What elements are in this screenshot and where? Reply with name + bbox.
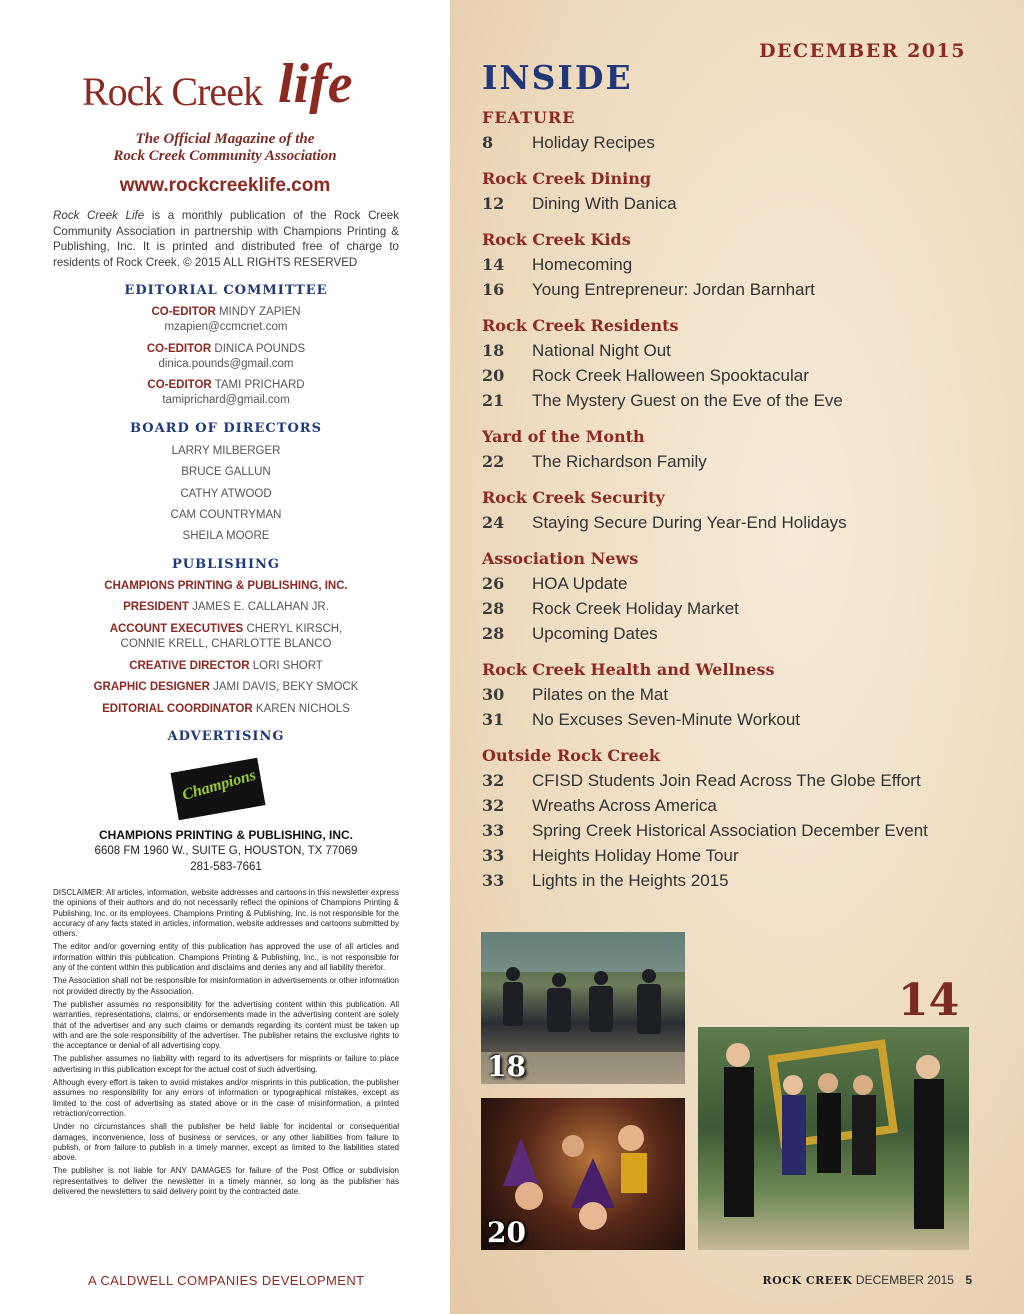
toc-entry[interactable] <box>482 621 1002 646</box>
logo-script-text: life <box>278 53 353 115</box>
toc-entry-title: Rock Creek Halloween Spooktacular <box>532 366 809 385</box>
toc-entry-page: 20 <box>482 366 505 385</box>
footer-brand: ROCK CREEK <box>762 1274 853 1287</box>
publishing-heading: PUBLISHING <box>171 557 281 572</box>
toc-entry-page: 32 <box>482 796 505 815</box>
toc-gap <box>482 216 1002 228</box>
toc-entry-page: 28 <box>482 599 505 618</box>
disclaimer-paragraph: The publisher is not liable for ANY DAMAGES for failure of the Post Office or subdivision representatives to deliver the newsletter in a timely manner, so long as the publisher has delivered the newsletters to said delivery point by the contracted date. <box>53 1166 399 1197</box>
board-member: BRUCE GALLUN <box>181 466 271 478</box>
disclaimer-paragraph: The publisher assumes no liability with regard to its advertisers for misprints or failure to place advertising in this publication except for the actual cost of such advertising. <box>53 1054 399 1074</box>
toc-category: Rock Creek Dining <box>482 169 652 188</box>
toc-entry-title: Homecoming <box>532 255 633 274</box>
editorial-coordinator-role: EDITORIAL COORDINATOR <box>102 703 253 715</box>
toc-entry-title: HOA Update <box>532 574 628 593</box>
editor-3-name: TAMI PRICHARD <box>214 379 305 391</box>
toc-entry[interactable] <box>482 793 1002 818</box>
disclaimer-paragraph: DISCLAIMER: All articles, information, website addresses and cartoons in this newsletter express the opinions of their authors and do not necessarily reflect the opinions of Champions Printing & Publishing, Inc. or its employees. Champions Printing & Publishing, Inc. is not responsible for the accuracy of any facts stated in articles, information, website addresses and cartoons submitted by others. <box>53 888 399 939</box>
toc-category: Rock Creek Security <box>482 488 665 507</box>
toc-entry-page: 32 <box>482 771 505 790</box>
board-member: CATHY ATWOOD <box>180 488 272 500</box>
toc-entry-page: 14 <box>482 255 505 274</box>
toc-category: FEATURE <box>482 108 576 127</box>
rock-creek-life-logo <box>82 53 372 128</box>
tagline-line-1: The Official Magazine of the <box>135 131 315 147</box>
toc-entry-title: The Richardson Family <box>532 452 707 471</box>
toc-entry[interactable] <box>482 388 1002 413</box>
disclaimer <box>53 888 399 1200</box>
toc-entry-page: 22 <box>482 452 505 471</box>
intro-text: is a monthly publication of the Rock Creek Community Association in partnership with Champions Printing & Publishing, Inc. It is printed and distributed free of charge to residents of Rock Creek. © 2015 ALL RIGHTS RESERVED <box>53 209 399 269</box>
intro-magazine-name: Rock Creek Life <box>53 209 145 222</box>
disclaimer-paragraph: Under no circumstances shall the publisher be held liable for incidental or consequential damages, inconvenience, loss of business or services, or any other liabilities from failure to publish, or from failure to publish in a timely manner, except as limited to the liabilities stated above. <box>53 1122 399 1163</box>
toc-entry-page: 33 <box>482 821 505 840</box>
toc-entry-page: 33 <box>482 871 505 890</box>
toc-entry[interactable] <box>482 191 1002 216</box>
toc-gap <box>482 646 1002 658</box>
halloween-photo <box>481 1098 685 1250</box>
disclaimer-paragraph: The Association shall not be responsible for misinformation in advertisements or other information not provided directly by the Association. <box>53 976 399 996</box>
board-member: SHEILA MOORE <box>182 530 270 542</box>
toc-entry[interactable] <box>482 277 1002 302</box>
president-name: JAMES E. CALLAHAN JR. <box>192 601 329 613</box>
editor-3 <box>53 378 399 393</box>
advertiser-company: CHAMPIONS PRINTING & PUBLISHING, INC. <box>98 828 353 842</box>
homecoming-group-illustration <box>698 1027 969 1250</box>
toc-entry[interactable] <box>482 449 1002 474</box>
national-night-out-photo <box>481 932 685 1084</box>
toc-entry[interactable] <box>482 818 1002 843</box>
toc-entry-title: Dining With Danica <box>532 194 677 213</box>
editor-1-name: MINDY ZAPIEN <box>218 306 301 318</box>
toc-entry-title: No Excuses Seven-Minute Workout <box>532 710 801 729</box>
toc-entry-title: Rock Creek Holiday Market <box>532 599 739 618</box>
toc-gap <box>482 413 1002 425</box>
editor-1-email[interactable]: mzapien@ccmcnet.com <box>164 321 288 333</box>
toc-entry[interactable] <box>482 682 1002 707</box>
photo-page-number: 18 <box>487 1050 526 1083</box>
editorial-coordinator-name: KAREN NICHOLS <box>255 703 350 715</box>
toc-entry-page: 21 <box>482 391 505 410</box>
toc-entry-title: Lights in the Heights 2015 <box>532 871 729 890</box>
editor-2-email[interactable]: dinica.pounds@gmail.com <box>158 358 294 370</box>
advertiser-address: 6608 FM 1960 W., SUITE G, HOUSTON, TX 77069 <box>94 845 358 857</box>
editor-2 <box>53 342 399 357</box>
toc-entry-page: 33 <box>482 846 505 865</box>
toc-entry-page: 28 <box>482 624 505 643</box>
homecoming-photo <box>698 1027 969 1250</box>
creative-director-name: LORI SHORT <box>252 660 323 672</box>
toc-entry-title: Spring Creek Historical Association December Event <box>532 821 928 840</box>
toc-entry[interactable] <box>482 338 1002 363</box>
disclaimer-paragraph: The publisher assumes no responsibility for the advertising content within this publication. All warranties, representations, claims, or endorsements made in the advertising content are solely that of the advertiser and any such claims or demands regarding its content must be taken up with and are the sole responsibility of the advertiser. The publisher retains the exclusive rights to the acceptance or denial of all advertising copy. <box>53 999 399 1051</box>
champions-logo-text: Champions <box>180 766 258 804</box>
editorial-coordinator-line <box>53 702 399 717</box>
president-role: PRESIDENT <box>123 601 189 613</box>
toc-entry-page: 24 <box>482 513 505 532</box>
editor-3-email[interactable]: tamiprichard@gmail.com <box>162 394 290 406</box>
toc-category: Rock Creek Residents <box>482 316 679 335</box>
toc-entry[interactable] <box>482 707 1002 732</box>
toc-entry-title: Staying Secure During Year-End Holidays <box>532 513 847 532</box>
toc-category: Rock Creek Kids <box>482 230 631 249</box>
toc-entry-title: Heights Holiday Home Tour <box>532 846 739 865</box>
toc-entry[interactable] <box>482 363 1002 388</box>
advertiser-phone: 281-583-7661 <box>190 861 262 873</box>
creative-director-role: CREATIVE DIRECTOR <box>129 660 250 672</box>
toc-category: Yard of the Month <box>482 427 645 446</box>
editorial-heading: EDITORIAL COMMITTEE <box>124 283 328 298</box>
table-of-contents <box>482 106 1002 893</box>
toc-entry-page: 16 <box>482 280 505 299</box>
toc-gap <box>482 155 1002 167</box>
logo-main-text: Rock Creek <box>82 69 262 114</box>
publisher-company: CHAMPIONS PRINTING & PUBLISHING, INC. <box>104 580 348 592</box>
toc-gap <box>482 732 1002 744</box>
toc-gap <box>482 535 1002 547</box>
caldwell-footer: A CALDWELL COMPANIES DEVELOPMENT <box>88 1273 365 1288</box>
editor-3-role: CO-EDITOR <box>147 379 212 391</box>
champions-logo <box>171 758 266 821</box>
disclaimer-paragraph: The editor and/or governing entity of this publication has approved the use of all articles and information within this publication. Champions Printing & Publishing, Inc., is not responsible for any of the content within this publication and disclaims and denies any and all liability therefor. <box>53 942 399 973</box>
page-number: 5 <box>965 1273 972 1287</box>
toc-entry[interactable] <box>482 571 1002 596</box>
editor-2-name: DINICA POUNDS <box>214 343 306 355</box>
contents-column <box>450 0 1024 1314</box>
toc-category: Outside Rock Creek <box>482 746 660 765</box>
account-executives-role: ACCOUNT EXECUTIVES <box>109 623 244 635</box>
tagline-line-2: Rock Creek Community Association <box>113 148 337 164</box>
toc-entry[interactable] <box>482 768 1002 793</box>
editor-2-role: CO-EDITOR <box>146 343 212 355</box>
toc-entry-title: Pilates on the Mat <box>532 685 669 704</box>
president-line <box>53 600 399 615</box>
website-link[interactable]: www.rockcreeklife.com <box>119 175 331 196</box>
homecoming-page-number: 14 <box>898 975 960 1026</box>
toc-entry[interactable] <box>482 868 1002 893</box>
issue-date: DECEMBER 2015 <box>759 40 966 62</box>
toc-entry-page: 12 <box>482 194 505 213</box>
masthead-column <box>0 0 450 1314</box>
toc-entry-title: CFISD Students Join Read Across The Globe Effort <box>532 771 921 790</box>
creative-director-line <box>53 659 399 674</box>
board-heading: BOARD OF DIRECTORS <box>130 421 322 436</box>
editor-1-role: CO-EDITOR <box>151 306 216 318</box>
graphic-designer-name: JAMI DAVIS, BEKY SMOCK <box>213 681 359 693</box>
toc-entry-title: Young Entrepreneur: Jordan Barnhart <box>532 280 815 299</box>
footer-date: DECEMBER 2015 <box>855 1273 954 1287</box>
account-executives-names-2: CONNIE KRELL, CHARLOTTE BLANCO <box>120 638 332 650</box>
intro-paragraph <box>53 208 399 270</box>
toc-gap <box>482 474 1002 486</box>
toc-entry-page: 30 <box>482 685 505 704</box>
advertising-heading: ADVERTISING <box>167 729 285 744</box>
toc-entry[interactable] <box>482 843 1002 868</box>
graphic-designer-role: GRAPHIC DESIGNER <box>93 681 210 693</box>
toc-category: Association News <box>482 549 639 568</box>
board-member: CAM COUNTRYMAN <box>170 509 282 521</box>
toc-entry-title: The Mystery Guest on the Eve of the Eve <box>532 391 843 410</box>
account-executives-names: CHERYL KIRSCH, <box>246 623 343 635</box>
toc-entry[interactable] <box>482 130 1002 155</box>
account-executives-line <box>53 622 399 637</box>
toc-entry-page: 26 <box>482 574 505 593</box>
photo-page-number: 20 <box>487 1216 526 1249</box>
board-member: LARRY MILBERGER <box>171 445 281 457</box>
toc-entry-page: 31 <box>482 710 505 729</box>
graphic-designer-line <box>53 680 399 695</box>
inside-title: INSIDE <box>482 58 633 97</box>
toc-entry-page: 18 <box>482 341 505 360</box>
toc-entry-title: Wreaths Across America <box>532 796 717 815</box>
toc-entry[interactable] <box>482 252 1002 277</box>
toc-gap <box>482 302 1002 314</box>
editor-1 <box>53 305 399 320</box>
page-footer <box>762 1273 972 1287</box>
toc-entry-title: Holiday Recipes <box>532 133 655 152</box>
toc-entry[interactable] <box>482 596 1002 621</box>
toc-entry-page: 8 <box>482 133 494 152</box>
disclaimer-paragraph: Although every effort is taken to avoid mistakes and/or misprints in this publication, the publisher assumes no responsibility for any errors of information or typographical mistakes, except as limited to the cost of advertising as stated above or in the case of misinformation, a printed retraction/correction. <box>53 1078 399 1118</box>
toc-category: Rock Creek Health and Wellness <box>482 660 775 679</box>
toc-entry[interactable] <box>482 510 1002 535</box>
toc-entry-title: National Night Out <box>532 341 671 360</box>
toc-entry-title: Upcoming Dates <box>532 624 658 643</box>
